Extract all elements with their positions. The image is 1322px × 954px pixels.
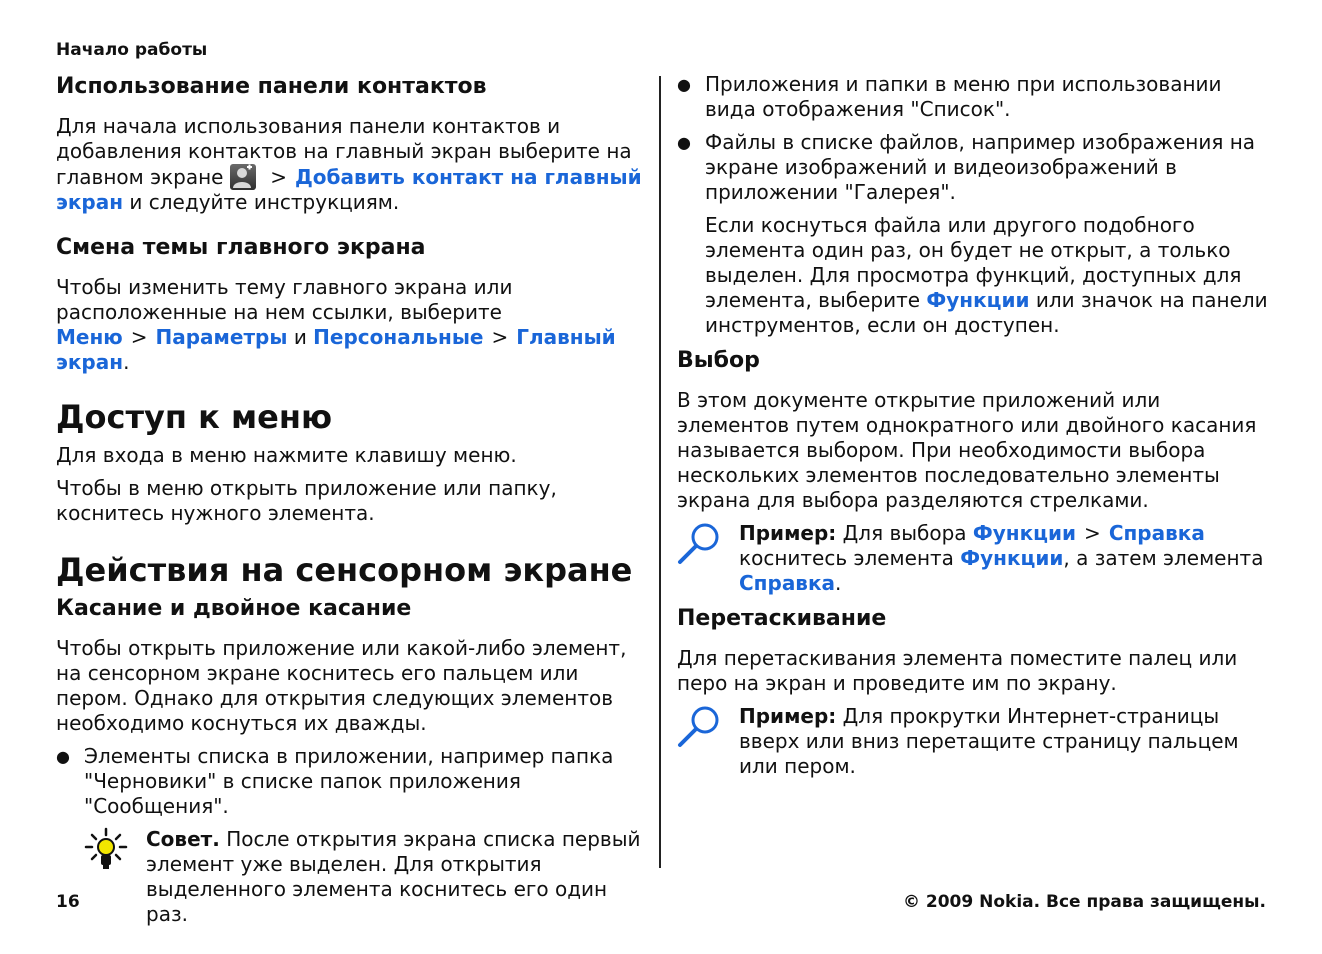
left-column	[56, 72, 648, 935]
functions-link[interactable]: Функции	[960, 546, 1064, 570]
drag-paragraph: Для перетаскивания элемента поместите палец или перо на экран и проведите им по экрану.	[677, 646, 1238, 695]
example-text-1: Пример: Для выбора Функции > Справка коснитесь элемента Функции, а затем элемента Справка.	[739, 521, 1264, 595]
page-number: 16	[56, 892, 80, 912]
contacts-bar-icon[interactable]	[230, 164, 256, 190]
drag-heading: Перетаскивание	[677, 606, 887, 631]
select-heading: Выбор	[677, 348, 760, 373]
magnifier-icon	[677, 521, 721, 565]
example-note-2	[677, 704, 1277, 779]
copyright: © 2009 Nokia. Все права защищены.	[902, 892, 1266, 912]
touch-actions-title: Действия на сенсорном экране	[56, 551, 633, 589]
contacts-heading: Использование панели контактов	[56, 74, 487, 99]
menu-paragraph-1: Для входа в меню нажмите клавишу меню.	[56, 443, 517, 467]
theme-heading: Смена темы главного экрана	[56, 235, 426, 260]
functions-link[interactable]: Функции	[926, 288, 1030, 312]
contacts-paragraph: Для начала использования панели контактов и добавления контактов на главный экран выберите на главном экране > Добавить контакт на главный экран и следуйте инструкциям.	[56, 114, 642, 214]
home-screen-link[interactable]: Главный экран	[56, 325, 616, 374]
list-item: ● Файлы в списке файлов, например изображения на экране изображений и видеоизображений в приложении "Галерея".	[677, 130, 1277, 205]
double-tap-list	[56, 744, 648, 819]
add-contact-link[interactable]: Добавить контакт на главный экран	[56, 165, 642, 214]
double-tap-list-continued	[677, 72, 1277, 205]
tap-heading: Касание и двойное касание	[56, 596, 412, 621]
personal-link[interactable]: Персональные	[313, 325, 484, 349]
example-text-2: Пример: Для прокрутки Интернет-страницы вверх или вниз перетащите страницу пальцем или пером.	[739, 704, 1239, 778]
tip-note	[56, 827, 648, 927]
list-item: ● Приложения и папки в меню при использовании вида отображения "Список".	[677, 72, 1277, 122]
menu-access-title: Доступ к меню	[56, 398, 333, 436]
theme-paragraph: Чтобы изменить тему главного экрана или расположенные на нем ссылки, выберите Меню > Параметры и Персональные > Главный экран.	[56, 275, 616, 374]
single-tap-paragraph: Если коснуться файла или другого подобного элемента один раз, он будет не открыт, а только выделен. Для просмотра функций, доступных для элемента, выберите Функции или значок на панели инструментов, если он доступен.	[705, 213, 1268, 337]
menu-link[interactable]: Меню	[56, 325, 123, 349]
column-divider	[659, 76, 661, 868]
select-paragraph: В этом документе открытие приложений или элементов путем однократного или двойного касания называется выбором. При необходимости выбора нескольких элементов последовательно элементы экрана для выбора разделяются стрелками.	[677, 388, 1257, 512]
tap-paragraph: Чтобы открыть приложение или какой-либо элемент, на сенсорном экране коснитесь его пальцем или пером. Однако для открытия следующих элементов необходимо коснуться их дважды.	[56, 636, 627, 735]
magnifier-icon	[677, 704, 721, 748]
functions-link[interactable]: Функции	[972, 521, 1077, 545]
tip-text: Совет. После открытия экрана списка первый элемент уже выделен. Для открытия выделенного элемента коснитесь его один раз.	[146, 827, 641, 926]
settings-link[interactable]: Параметры	[155, 325, 288, 349]
help-link[interactable]: Справка	[1108, 521, 1205, 545]
list-item: ● Элементы списка в приложении, например папка "Черновики" в списке папок приложения "Сообщения".	[56, 744, 648, 819]
example-note-1	[677, 521, 1277, 596]
help-link[interactable]: Справка	[739, 571, 836, 595]
right-column	[677, 72, 1277, 787]
lightbulb-icon	[84, 827, 128, 871]
section-label: Начало работы	[56, 40, 208, 60]
menu-paragraph-2: Чтобы в меню открыть приложение или папку, коснитесь нужного элемента.	[56, 476, 557, 525]
